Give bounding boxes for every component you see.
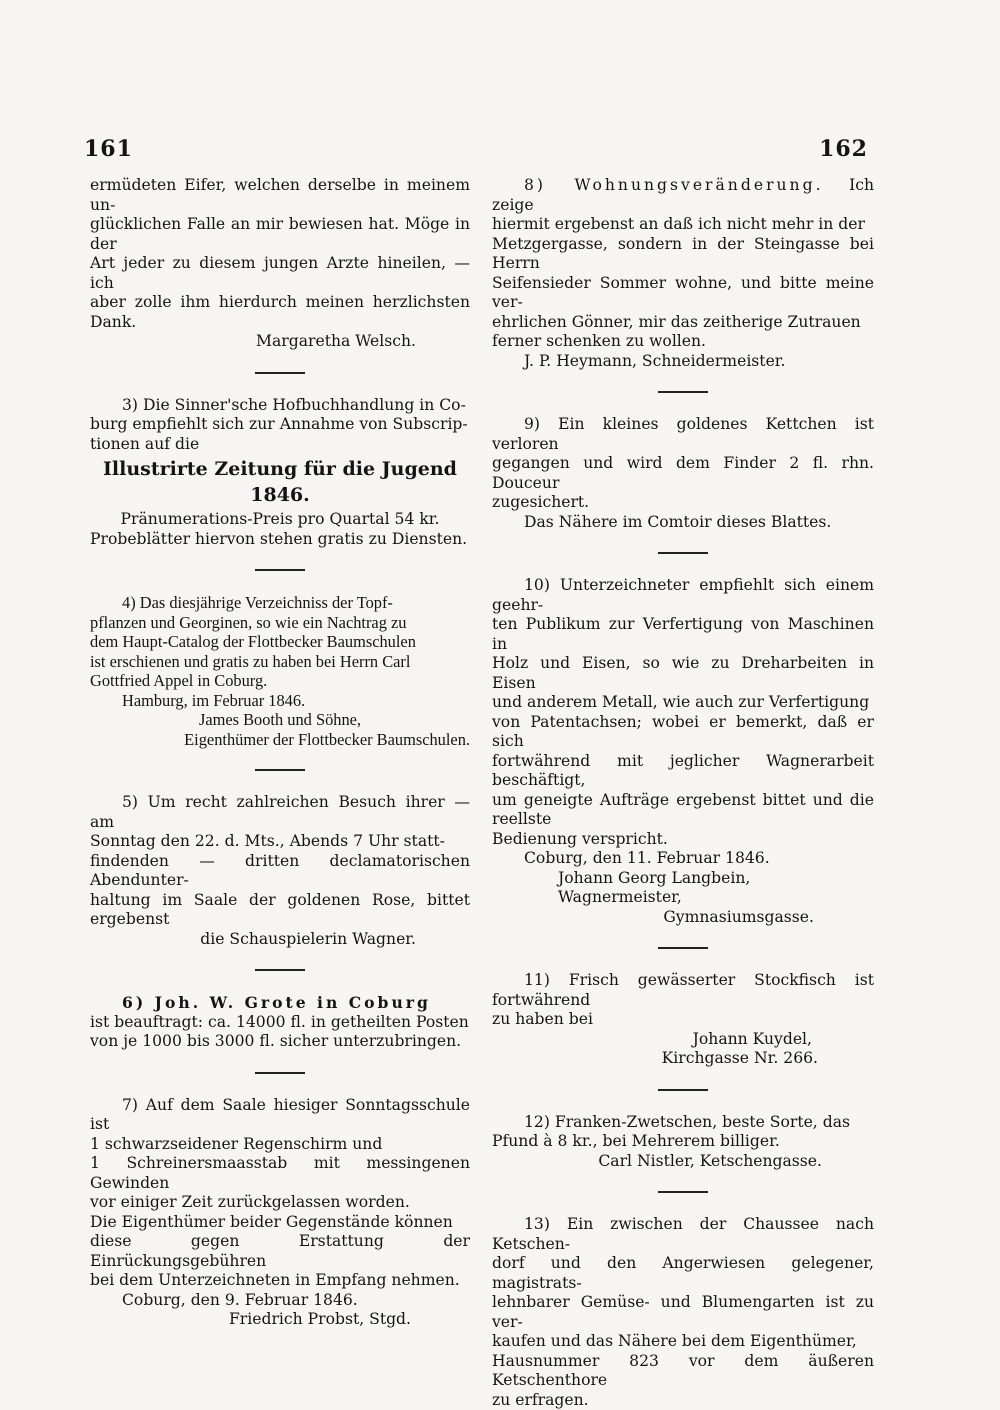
text-line: vor einiger Zeit zurückgelassen worden.	[90, 1193, 470, 1213]
right-column	[492, 176, 874, 1410]
closing-line: die Schauspielerin Wagner.	[90, 930, 470, 950]
text-line: von Patentachsen; wobei er bemerkt, daß er sich	[492, 713, 874, 752]
page-number-right: 162	[819, 136, 868, 162]
text-line: haltung im Saale der goldenen Rose, bittet ergebenst	[90, 891, 470, 930]
text-line: 1 Schreinersmaasstab mit messingenen Gewinden	[90, 1154, 470, 1193]
notice-5	[90, 793, 470, 949]
text-line: 12) Franken-Zwetschen, beste Sorte, das	[492, 1113, 874, 1133]
signer-address: Gymnasiumsgasse.	[492, 908, 874, 928]
notice-8	[492, 176, 874, 371]
notice-3	[90, 396, 470, 550]
signature: J. P. Heymann, Schneidermeister.	[492, 352, 874, 372]
text-line: Hausnummer 823 vor dem äußeren Ketschenthore	[492, 1352, 874, 1391]
text-line: glücklichen Falle an mir bewiesen hat. Möge in der	[90, 215, 470, 254]
text-line: zu erfragen.	[492, 1391, 874, 1410]
divider	[255, 769, 305, 771]
intro-notice	[90, 176, 470, 352]
text-line: 7) Auf dem Saale hiesiger Sonntagsschule ist	[90, 1096, 470, 1135]
text-line: 11) Frisch gewässerter Stockfisch ist fortwährend	[492, 971, 874, 1010]
text-line: ist beauftragt: ca. 14000 fl. in getheilten Posten	[90, 1013, 470, 1033]
text-line: findenden — dritten declamatorischen Abendunter-	[90, 852, 470, 891]
text-line: lehnbarer Gemüse- und Blumengarten ist zu ver-	[492, 1293, 874, 1332]
notice-9	[492, 415, 874, 532]
place-date: Coburg, den 11. Februar 1846.	[492, 849, 874, 869]
text-line: Sonntag den 22. d. Mts., Abends 7 Uhr statt-	[90, 832, 470, 852]
divider	[255, 569, 305, 571]
price-line: Pränumerations-Preis pro Quartal 54 kr.	[90, 510, 470, 530]
text-line: burg empfiehlt sich zur Annahme von Subscrip-	[90, 415, 470, 435]
text-line: um geneigte Aufträge ergebenst bittet und die reellste	[492, 791, 874, 830]
notice-6	[90, 993, 470, 1052]
signer-name: Johann Georg Langbein, Wagnermeister,	[492, 869, 874, 908]
notice-4	[90, 593, 470, 749]
divider	[658, 1191, 708, 1193]
signer-name: Johann Kuydel,	[492, 1030, 874, 1050]
notice-first-line	[492, 176, 874, 215]
signer-name: James Booth und Söhne,	[90, 710, 470, 730]
divider	[255, 1072, 305, 1074]
left-column	[90, 176, 470, 1330]
text-line: ermüdeten Eifer, welchen derselbe in meinem un-	[90, 176, 470, 215]
text-line: Metzgergasse, sondern in der Steingasse bei Herrn	[492, 235, 874, 274]
notice-heading: 6) Joh. W. Grote in Coburg	[90, 993, 470, 1013]
divider	[255, 969, 305, 971]
text-line: dorf und den Angerwiesen gelegener, magistrats-	[492, 1254, 874, 1293]
text-line: diese gegen Erstattung der Einrückungsgebühren	[90, 1232, 470, 1271]
text-line: zugesichert.	[492, 493, 874, 513]
text-line: 13) Ein zwischen der Chaussee nach Ketschen-	[492, 1215, 874, 1254]
text-line: hiermit ergebenst an daß ich nicht mehr in der	[492, 215, 874, 235]
text-line: pflanzen und Georginen, so wie ein Nachtrag zu	[90, 613, 470, 633]
samples-line: Probeblätter hiervon stehen gratis zu Diensten.	[90, 530, 470, 550]
divider	[255, 372, 305, 374]
text-line: 5) Um recht zahlreichen Besuch ihrer — am	[90, 793, 470, 832]
text-line: von je 1000 bis 3000 fl. sicher unterzubringen.	[90, 1032, 470, 1052]
notice-13	[492, 1215, 874, 1410]
place-date: Hamburg, im Februar 1846.	[90, 691, 470, 711]
text-line: 9) Ein kleines goldenes Kettchen ist verloren	[492, 415, 874, 454]
place-date: Coburg, den 9. Februar 1846.	[90, 1291, 470, 1311]
text-line: 3) Die Sinner'sche Hofbuchhandlung in Co-	[90, 396, 470, 416]
text-line: 4) Das diesjährige Verzeichniss der Topf-	[90, 593, 470, 613]
divider	[658, 552, 708, 554]
text-line: 1 schwarzseidener Regenschirm und	[90, 1135, 470, 1155]
notice-11	[492, 971, 874, 1069]
text-line: Art jeder zu diesem jungen Arzte hineilen, — ich	[90, 254, 470, 293]
text-line: fortwährend mit jeglicher Wagnerarbeit beschäftigt,	[492, 752, 874, 791]
divider	[658, 947, 708, 949]
text-line: Pfund à 8 kr., bei Mehrerem billiger.	[492, 1132, 874, 1152]
text-line: zu haben bei	[492, 1010, 874, 1030]
text-line: und anderem Metall, wie auch zur Verfertigung	[492, 693, 874, 713]
text-line: aber zolle ihm hierdurch meinen herzlichsten Dank.	[90, 293, 470, 332]
page-number-left: 161	[84, 136, 133, 162]
signature: Friedrich Probst, Stgd.	[90, 1310, 470, 1330]
text-fragment: Ich zeige	[492, 176, 874, 214]
text-line: Die Eigenthümer beider Gegenstände können	[90, 1213, 470, 1233]
text-line: dem Haupt-Catalog der Flottbecker Baumschulen	[90, 632, 470, 652]
notice-10	[492, 576, 874, 927]
signer-address: Kirchgasse Nr. 266.	[492, 1049, 874, 1069]
text-line: tionen auf die	[90, 435, 470, 455]
text-line: bei dem Unterzeichneten in Empfang nehmen.	[90, 1271, 470, 1291]
text-line: ferner schenken zu wollen.	[492, 332, 874, 352]
signature: Carl Nistler, Ketschengasse.	[492, 1152, 874, 1172]
text-line: gegangen und wird dem Finder 2 fl. rhn. Douceur	[492, 454, 874, 493]
divider	[658, 1089, 708, 1091]
signer-title: Eigenthümer der Flottbecker Baumschulen.	[90, 730, 470, 750]
text-line: Gottfried Appel in Coburg.	[90, 671, 470, 691]
text-line: Holz und Eisen, so wie zu Dreharbeiten in Eisen	[492, 654, 874, 693]
text-line: ten Publikum zur Verfertigung von Maschinen in	[492, 615, 874, 654]
text-line: kaufen und das Nähere bei dem Eigenthümer,	[492, 1332, 874, 1352]
text-line: 10) Unterzeichneter empfiehlt sich einem geehr-	[492, 576, 874, 615]
text-line: ehrlichen Gönner, mir das zeitherige Zutrauen	[492, 313, 874, 333]
notice-7	[90, 1096, 470, 1330]
text-line: ist erschienen und gratis zu haben bei Herrn Carl	[90, 652, 470, 672]
newspaper-title: Illustrirte Zeitung für die Jugend 1846.	[90, 456, 470, 508]
divider	[658, 391, 708, 393]
text-line: Bedienung verspricht.	[492, 830, 874, 850]
text-line: Seifensieder Sommer wohne, und bitte meine ver-	[492, 274, 874, 313]
notice-12	[492, 1113, 874, 1172]
signature: Margaretha Welsch.	[90, 332, 470, 352]
closing-line: Das Nähere im Comtoir dieses Blattes.	[492, 513, 874, 533]
notice-heading: 8) Wohnungsveränderung.	[524, 176, 824, 194]
